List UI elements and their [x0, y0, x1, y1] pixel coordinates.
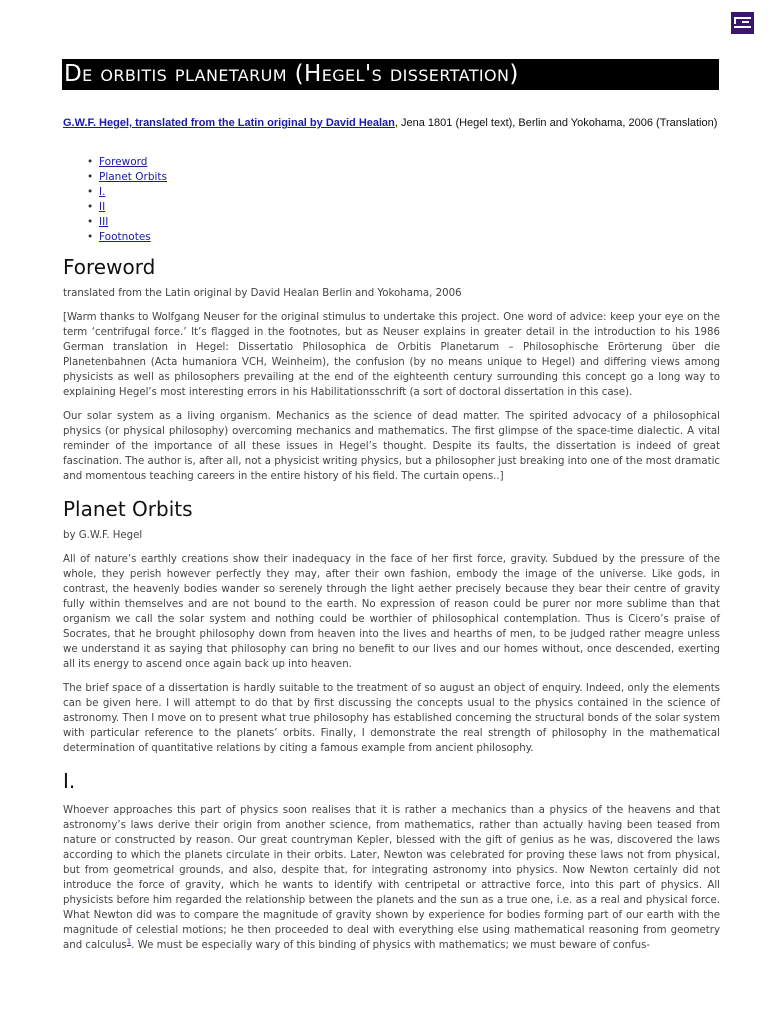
toc-item-ii: [87, 200, 167, 215]
toc-item-iii: [87, 215, 167, 230]
bullet-icon: •: [87, 186, 94, 198]
byline: [63, 116, 723, 131]
section-heading-planet-orbits: Planet Orbits: [63, 497, 193, 521]
planet-orbits-subtitle: by G.W.F. Hegel: [63, 530, 143, 541]
toc-item-i: [87, 185, 167, 200]
page-title-bar: [62, 59, 719, 90]
publisher-logo-icon[interactable]: [731, 12, 754, 34]
table-of-contents: [87, 155, 167, 245]
toc-link-ii[interactable]: II: [99, 201, 106, 213]
bullet-icon: •: [87, 231, 94, 243]
toc-link-planet-orbits[interactable]: Planet Orbits: [99, 171, 168, 183]
article-body: [63, 254, 720, 953]
bullet-icon: •: [87, 201, 94, 213]
planet-orbits-paragraph: All of nature’s earthly creations show their inadequacy in the face of her first force, gravity. Subdued by the pressure of the whole, they perish however perfectly they may, after their own fashion, embody the image of the universe. Like gods, in contrast, the heavenly bodies wander so serenely through the light aether precisely because they bear their centre of gravity fully within themselves and are not bound to the earth. No expression of reason could be purer nor more sublime than that organism we call the solar system and nothing could be worthier of philosophical contemplation. Thus is Cicero’s praise of Socrates, that he brought philosophy down from heaven into the lives and hearths of men, to be judged rather meagre unless we understand it as saying that philosophy can bring no benefit to our lives and our homes without, once descended, exerting all its energy to ascend once again back up into heaven.: [63, 554, 720, 670]
page-title: De orbitis planetarum (Hegel's dissertation): [64, 61, 519, 87]
bullet-icon: •: [87, 156, 94, 168]
toc-item-footnotes: [87, 230, 167, 245]
toc-link-i[interactable]: I.: [99, 186, 106, 198]
section-heading-foreword: Foreword: [63, 255, 156, 279]
footnote-reference-link[interactable]: 1: [126, 937, 132, 946]
byline-details: , Jena 1801 (Hegel text), Berlin and Yokohama, 2006 (Translation): [394, 117, 718, 129]
foreword-paragraph: Our solar system as a living organism. Mechanics as the science of dead matter. The spirited advocacy of a philosophical physics (or physical philosophy) overcoming mechanics and mathematics. The first glimpse of the space-time dialectic. A vital reminder of the importance of all these issues in Hegel’s thought. Despite its faults, the dissertation is indeed of great fascination. The author is, after all, not a physicist writing physics, but a philosopher just breaking into one of the most dramatic and momentous teaching careers in the entire history of his field. The curtain opens..]: [63, 411, 720, 482]
toc-link-foreword[interactable]: Foreword: [99, 156, 148, 168]
foreword-paragraph: [Warm thanks to Wolfgang Neuser for the original stimulus to undertake this project. One word of advice: keep your eye on the term ‘centrifugal force.’ It’s flagged in the footnotes, but as Neuser explains in greater detail in the introduction to his 1986 German translation in Hegel: Dissertatio Philosophica de Orbitis Planetarum – Philosophische Erörterung über die Planetenbahnen (Acta humaniora VCH, Weinheim), the confusion (by no means unique to Hegel) and differing views among physicists as well as philosophers prevailing at the end of the eighteenth century surrounding this concept go a long way to explaining Hegel’s most interesting errors in his Habilitationsschrift (a sort of doctoral dissertation in this case).: [63, 312, 720, 398]
toc-item-planet-orbits: [87, 170, 167, 185]
section-heading-i: I.: [63, 769, 76, 793]
section-i-text: Whoever approaches this part of physics soon realises that it is rather a mechanics than a physics of the heavens and that astronomy’s laws derive their origin from another science, from mathematics, rather than actually having been teased from nature or constructed by reason. Our great countryman Kepler, blessed with the gift of genius as he was, discovered the laws according to which the planets circulate in their orbits. Later, Newton was celebrated for proving these laws not from physical, but from geometrical grounds, and also, despite that, for integrating astronomy into physics. Now Newton certainly did not introduce the force of gravity, which he wants to identify with centripetal or attractive force, into this part of physics. All physicists before him regarded the relationship between the planets and the sun as a true one, i.e. as a real and physical force. What Newton did was to compare the magnitude of gravity shown by experience for bodies forming part of our earth with the magnitude of celestial motions; he then proceeded to deal with everything else using mathematical reasoning from geometry and calculus: [63, 805, 720, 951]
toc-item-foreword: [87, 155, 167, 170]
bullet-icon: •: [87, 171, 94, 183]
section-i-paragraph: [63, 803, 720, 953]
planet-orbits-paragraph: The brief space of a dissertation is hardly suitable to the treatment of so august an object of enquiry. Indeed, only the elements can be given here. I will attempt to do that by first discussing the concepts usual to the physics contained in the science of astronomy. Then I move on to present what true philosophy has established concerning the structural bonds of the solar system with particular reference to the planets’ orbits. Finally, I demonstrate the real strength of philosophy in the mathematical determination of quantitative relations by citing a famous example from ancient philosophy.: [63, 683, 720, 754]
toc-link-iii[interactable]: III: [99, 216, 109, 228]
bullet-icon: •: [87, 216, 94, 228]
author-link[interactable]: G.W.F. Hegel, translated from the Latin original by David Healan: [63, 117, 395, 129]
section-i-text-continued: . We must be especially wary of this binding of physics with mathematics; we must beware of confus-: [131, 940, 651, 951]
logo-mark-icon: [731, 12, 754, 34]
foreword-subtitle: translated from the Latin original by David Healan Berlin and Yokohama, 2006: [63, 288, 462, 299]
toc-link-footnotes[interactable]: Footnotes: [99, 231, 151, 243]
